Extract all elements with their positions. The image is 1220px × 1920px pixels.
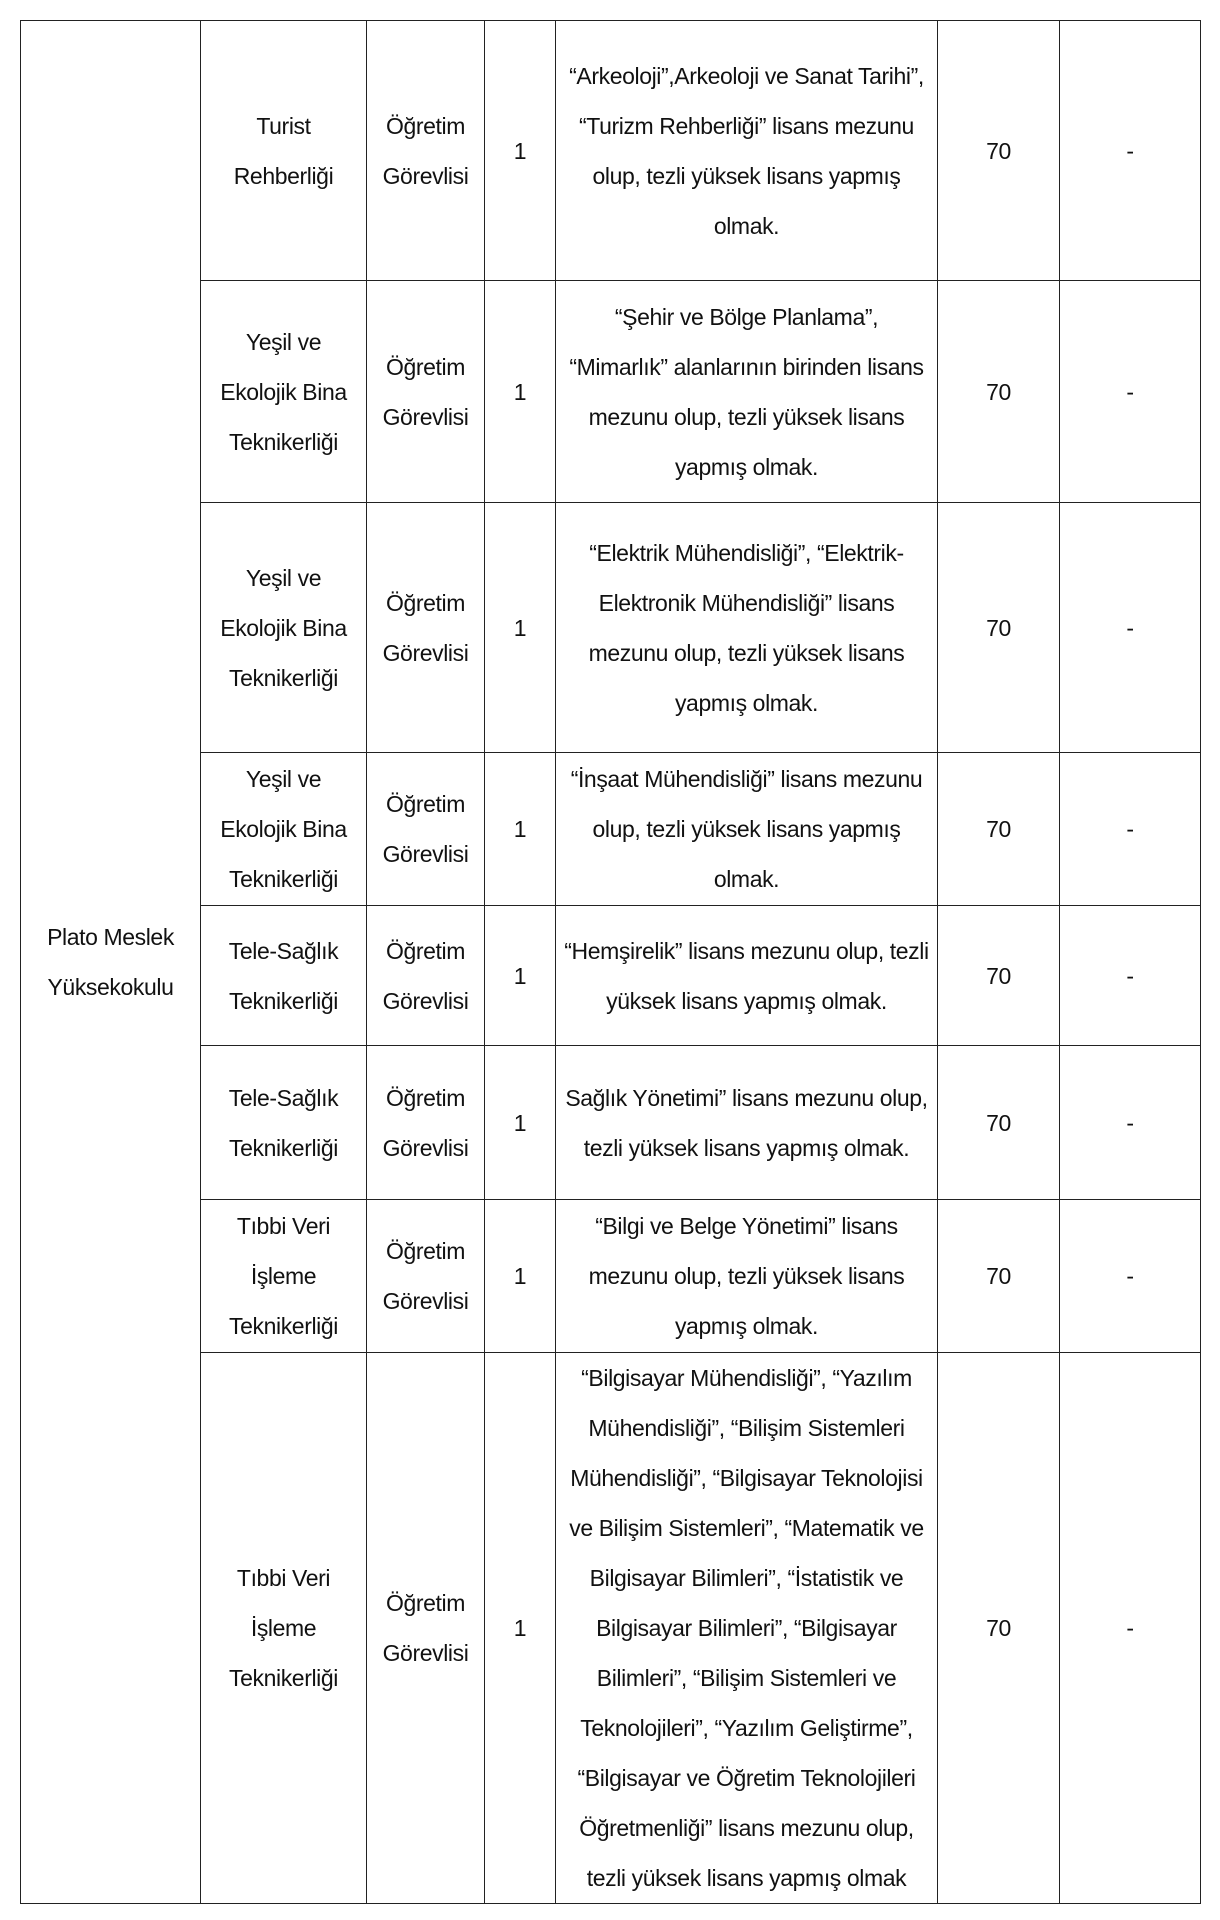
requirement-cell: “Arkeoloji”,Arkeoloji ve Sanat Tarihi”, “Turizm Rehberliği” lisans mezunu olup, tezli yüksek lisans yapmış olmak. <box>556 21 938 281</box>
program-cell: Yeşil ve Ekolojik Bina Teknikerliği <box>201 281 367 503</box>
note-cell: - <box>1060 21 1201 281</box>
count-cell: 1 <box>485 21 556 281</box>
score-cell: 70 <box>938 1046 1060 1200</box>
school-name: Plato Meslek Yüksekokulu <box>47 924 174 1000</box>
note-cell: - <box>1060 753 1201 906</box>
program-cell: Yeşil ve Ekolojik Bina Teknikerliği <box>201 753 367 906</box>
count-cell: 1 <box>485 281 556 503</box>
note-cell: - <box>1060 281 1201 503</box>
position-cell: Öğretim Görevlisi <box>367 1200 485 1353</box>
count-cell: 1 <box>485 1046 556 1200</box>
count-cell: 1 <box>485 503 556 753</box>
position-cell: Öğretim Görevlisi <box>367 281 485 503</box>
score-cell: 70 <box>938 21 1060 281</box>
position-cell: Öğretim Görevlisi <box>367 906 485 1046</box>
count-cell: 1 <box>485 906 556 1046</box>
program-cell: Tele-Sağlık Teknikerliği <box>201 906 367 1046</box>
position-cell: Öğretim Görevlisi <box>367 21 485 281</box>
count-cell: 1 <box>485 753 556 906</box>
score-cell: 70 <box>938 1200 1060 1353</box>
note-cell: - <box>1060 1200 1201 1353</box>
program-cell: Tıbbi Veri İşleme Teknikerliği <box>201 1353 367 1904</box>
score-cell: 70 <box>938 753 1060 906</box>
position-cell: Öğretim Görevlisi <box>367 1353 485 1904</box>
count-cell: 1 <box>485 1353 556 1904</box>
program-cell: Turist Rehberliği <box>201 21 367 281</box>
note-cell: - <box>1060 906 1201 1046</box>
positions-table <box>20 20 1201 1904</box>
school-cell <box>21 21 201 1904</box>
score-cell: 70 <box>938 906 1060 1046</box>
requirement-cell: “Şehir ve Bölge Planlama”, “Mimarlık” alanlarının birinden lisans mezunu olup, tezli yüksek lisans yapmış olmak. <box>556 281 938 503</box>
program-cell: Tıbbi Veri İşleme Teknikerliği <box>201 1200 367 1353</box>
note-cell: - <box>1060 1353 1201 1904</box>
requirement-cell: “İnşaat Mühendisliği” lisans mezunu olup, tezli yüksek lisans yapmış olmak. <box>556 753 938 906</box>
position-cell: Öğretim Görevlisi <box>367 503 485 753</box>
position-cell: Öğretim Görevlisi <box>367 753 485 906</box>
count-cell: 1 <box>485 1200 556 1353</box>
score-cell: 70 <box>938 1353 1060 1904</box>
program-cell: Tele-Sağlık Teknikerliği <box>201 1046 367 1200</box>
requirement-cell: “Elektrik Mühendisliği”, “Elektrik-Elektronik Mühendisliği” lisans mezunu olup, tezli yüksek lisans yapmış olmak. <box>556 503 938 753</box>
requirement-cell: “Bilgi ve Belge Yönetimi” lisans mezunu olup, tezli yüksek lisans yapmış olmak. <box>556 1200 938 1353</box>
table-row <box>21 21 1201 281</box>
position-cell: Öğretim Görevlisi <box>367 1046 485 1200</box>
requirement-cell: Sağlık Yönetimi” lisans mezunu olup, tezli yüksek lisans yapmış olmak. <box>556 1046 938 1200</box>
requirement-cell: “Bilgisayar Mühendisliği”, “Yazılım Mühendisliği”, “Bilişim Sistemleri Mühendisliği”, “Bilgisayar Teknolojisi ve Bilişim Sistemleri”, “Matematik ve Bilgisayar Bilimleri”, “İstatistik ve Bilgisayar Bilimleri”, “Bilgisayar Bilimleri”, “Bilişim Sistemleri ve Teknolojileri”, “Yazılım Geliştirme”, “Bilgisayar ve Öğretim Teknolojileri Öğretmenliği” lisans mezunu olup, tezli yüksek lisans yapmış olmak <box>556 1353 938 1904</box>
program-cell: Yeşil ve Ekolojik Bina Teknikerliği <box>201 503 367 753</box>
score-cell: 70 <box>938 503 1060 753</box>
requirement-cell: “Hemşirelik” lisans mezunu olup, tezli yüksek lisans yapmış olmak. <box>556 906 938 1046</box>
score-cell: 70 <box>938 281 1060 503</box>
note-cell: - <box>1060 1046 1201 1200</box>
note-cell: - <box>1060 503 1201 753</box>
